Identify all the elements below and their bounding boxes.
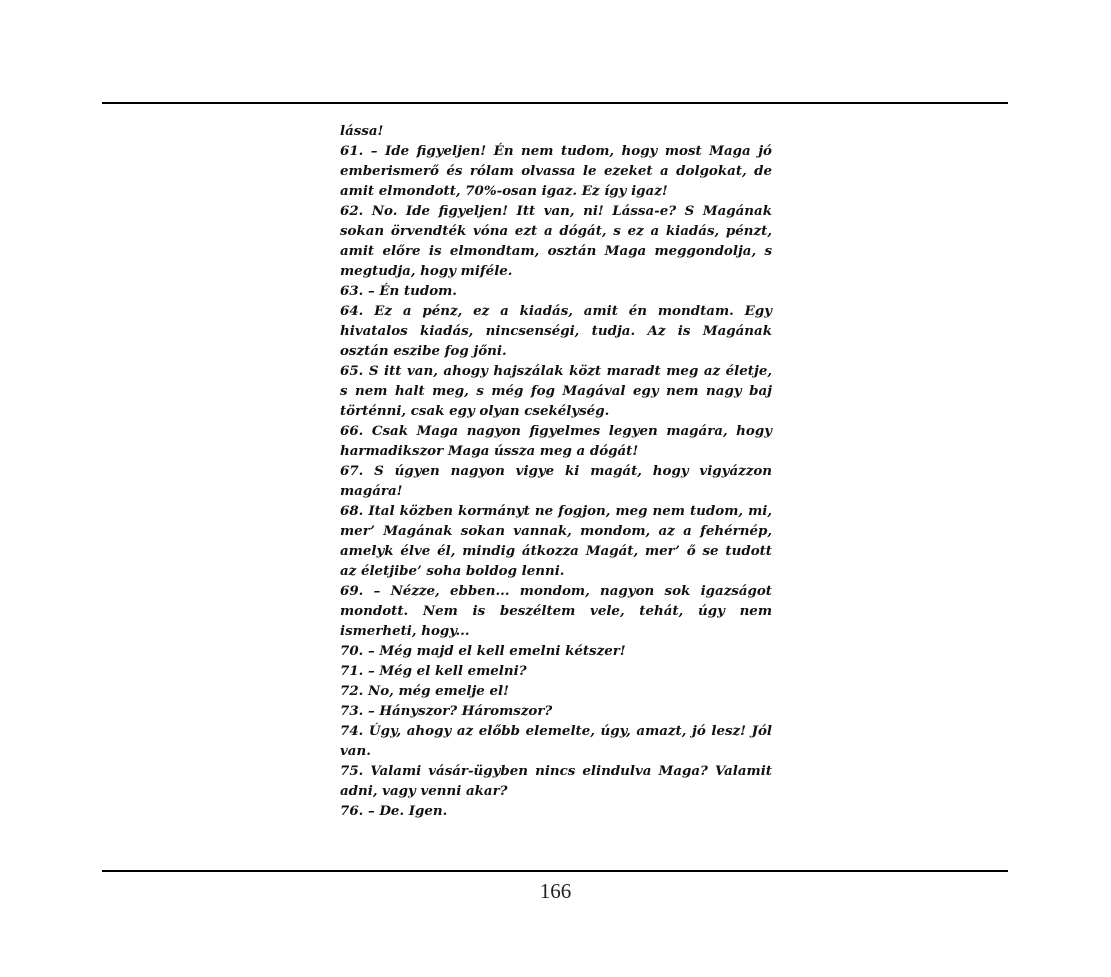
paragraph: 73. – Hányszor? Háromszor? [340, 703, 553, 719]
paragraph: 74. Úgy, ahogy az előbb elemelte, úgy, amazt, jó lesz! Jól van. [340, 723, 772, 759]
paragraph: 65. S itt van, ahogy hajszálak közt maradt meg az életje, s nem halt meg, s még fog Magával egy nem nagy baj történni, csak egy olyan csekélység. [340, 363, 772, 419]
paragraph: 75. Valami vásár-ügyben nincs elindulva Maga? Valamit adni, vagy venni akar? [340, 763, 772, 799]
paragraph: 70. – Még majd el kell emelni kétszer! [340, 643, 626, 659]
page-number: 166 [539, 879, 572, 903]
paragraph: 72. No, még emelje el! [340, 683, 509, 699]
paragraph: 68. Ital közben kormányt ne fogjon, meg nem tudom, mi, mer’ Magának sokan vannak, mondom, az a fehérnép, amelyk élve él, mindig átkozza Magát, mer’ ő se tudott az életjibe’ soha boldog lenni. [340, 503, 772, 579]
paragraph: 76. – De. Igen. [340, 803, 448, 819]
paragraph: 62. No. Ide figyeljen! Itt van, ni! Lássa-e? S Magának sokan örvendték vóna ezt a dógát, s ez a kiadás, pénzt, amit előre is elmondtam, osztán Maga meggondolja, s megtudja, hogy miféle. [340, 203, 772, 279]
paragraph: 67. S úgyen nagyon vigye ki magát, hogy vigyázzon magára! [340, 463, 772, 499]
paragraph: 66. Csak Maga nagyon figyelmes legyen magára, hogy harmadikszor Maga ússza meg a dógát! [340, 423, 772, 459]
paragraph: 71. – Még el kell emelni? [340, 663, 527, 679]
paragraph: 64. Ez a pénz, ez a kiadás, amit én mondtam. Egy hivatalos kiadás, nincsenségi, tudja. Az is Magának osztán eszibe fog jőni. [340, 303, 772, 359]
body-text [340, 121, 772, 821]
paragraph: 63. – Én tudom. [340, 283, 457, 299]
paragraph: lássa! [340, 123, 384, 139]
paragraph: 69. – Nézze, ebben... mondom, nagyon sok igazságot mondott. Nem is beszéltem vele, tehát, úgy nem ismerheti, hogy... [340, 583, 772, 639]
paragraph: 61. – Ide figyeljen! Én nem tudom, hogy most Maga jó emberismerő és rólam olvassa le ezeket a dolgokat, de amit elmondott, 70%-osan igaz. Ez így igaz! [340, 143, 772, 199]
header-rule [102, 102, 1008, 104]
footer-rule [102, 870, 1008, 872]
